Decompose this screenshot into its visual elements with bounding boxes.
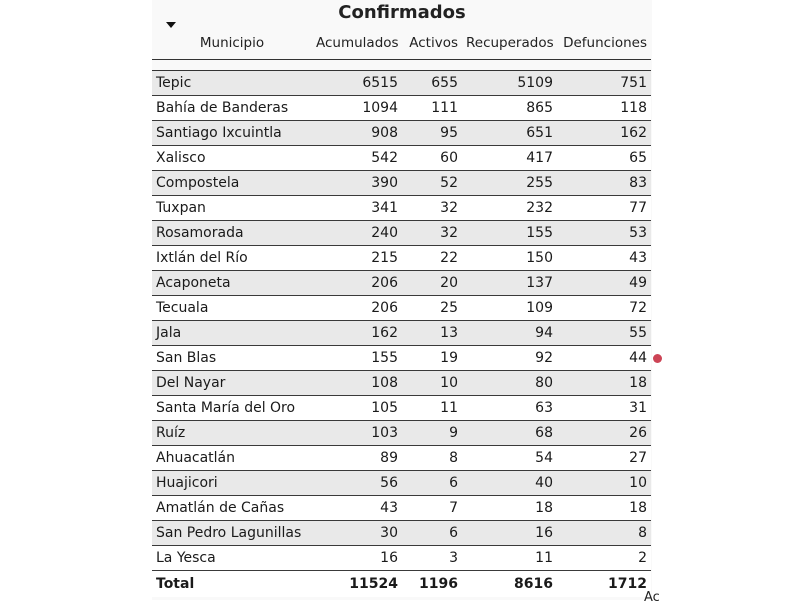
cell-recuperados: 109 xyxy=(462,296,557,321)
cell-acumulados: 240 xyxy=(312,221,402,246)
header-spacer xyxy=(152,60,651,71)
cell-activos: 22 xyxy=(402,246,462,271)
cell-activos: 111 xyxy=(402,96,462,121)
cell-municipio: Bahía de Banderas xyxy=(152,96,312,121)
cell-activos: 13 xyxy=(402,321,462,346)
cell-acumulados: 56 xyxy=(312,471,402,496)
cell-recuperados: 255 xyxy=(462,171,557,196)
cell-defunciones: 18 xyxy=(557,371,651,396)
cell-municipio: Santiago Ixcuintla xyxy=(152,121,312,146)
cell-defunciones: 8 xyxy=(557,521,651,546)
cell-acumulados: 206 xyxy=(312,296,402,321)
table-row[interactable] xyxy=(152,371,651,396)
cell-defunciones: 10 xyxy=(557,471,651,496)
cell-recuperados: 865 xyxy=(462,96,557,121)
cell-activos: 60 xyxy=(402,146,462,171)
cell-activos: 95 xyxy=(402,121,462,146)
cell-recuperados: 68 xyxy=(462,421,557,446)
cell-defunciones: 83 xyxy=(557,171,651,196)
cell-activos: 6 xyxy=(402,471,462,496)
cell-activos: 3 xyxy=(402,546,462,571)
cell-acumulados: 341 xyxy=(312,196,402,221)
cell-acumulados: 6515 xyxy=(312,71,402,96)
cell-acumulados: 155 xyxy=(312,346,402,371)
table-row[interactable] xyxy=(152,346,651,371)
cell-acumulados: 103 xyxy=(312,421,402,446)
cell-activos: 32 xyxy=(402,196,462,221)
cell-defunciones: 53 xyxy=(557,221,651,246)
cell-municipio: Compostela xyxy=(152,171,312,196)
total-label: Total xyxy=(152,571,312,598)
cell-acumulados: 215 xyxy=(312,246,402,271)
cell-defunciones: 162 xyxy=(557,121,651,146)
cell-recuperados: 651 xyxy=(462,121,557,146)
cell-activos: 25 xyxy=(402,296,462,321)
cell-recuperados: 137 xyxy=(462,271,557,296)
header-acumulados-label: Acumulados xyxy=(316,35,399,51)
cell-acumulados: 89 xyxy=(312,446,402,471)
table-row[interactable] xyxy=(152,321,651,346)
cell-acumulados: 390 xyxy=(312,171,402,196)
cell-activos: 8 xyxy=(402,446,462,471)
table-row[interactable] xyxy=(152,471,651,496)
header-row xyxy=(152,27,651,60)
cell-acumulados: 43 xyxy=(312,496,402,521)
cell-acumulados: 105 xyxy=(312,396,402,421)
table-title: Confirmados xyxy=(338,2,466,23)
cell-defunciones: 26 xyxy=(557,421,651,446)
cell-activos: 6 xyxy=(402,521,462,546)
cell-defunciones: 18 xyxy=(557,496,651,521)
table-row[interactable] xyxy=(152,121,651,146)
cell-defunciones: 2 xyxy=(557,546,651,571)
sort-down-icon[interactable] xyxy=(166,22,176,28)
cell-recuperados: 232 xyxy=(462,196,557,221)
total-activos: 1196 xyxy=(402,571,462,598)
cell-recuperados: 40 xyxy=(462,471,557,496)
cell-recuperados: 11 xyxy=(462,546,557,571)
cell-acumulados: 542 xyxy=(312,146,402,171)
cell-municipio: Jala xyxy=(152,321,312,346)
table-row[interactable] xyxy=(152,221,651,246)
cell-recuperados: 80 xyxy=(462,371,557,396)
table-row[interactable] xyxy=(152,196,651,221)
cell-activos: 19 xyxy=(402,346,462,371)
cell-defunciones: 55 xyxy=(557,321,651,346)
cell-recuperados: 94 xyxy=(462,321,557,346)
cell-municipio: Amatlán de Cañas xyxy=(152,496,312,521)
cell-defunciones: 43 xyxy=(557,246,651,271)
cell-municipio: Tuxpan xyxy=(152,196,312,221)
cell-recuperados: 63 xyxy=(462,396,557,421)
cell-activos: 655 xyxy=(402,71,462,96)
table-row[interactable] xyxy=(152,146,651,171)
cell-acumulados: 30 xyxy=(312,521,402,546)
cell-municipio: Tepic xyxy=(152,71,312,96)
cell-acumulados: 16 xyxy=(312,546,402,571)
cell-municipio: Acaponeta xyxy=(152,271,312,296)
header-defunciones[interactable]: Defunciones xyxy=(557,27,651,60)
cell-recuperados: 5109 xyxy=(462,71,557,96)
cell-acumulados: 1094 xyxy=(312,96,402,121)
cell-defunciones: 118 xyxy=(557,96,651,121)
total-recuperados: 8616 xyxy=(462,571,557,598)
cell-defunciones: 72 xyxy=(557,296,651,321)
cell-municipio: Huajicori xyxy=(152,471,312,496)
cell-recuperados: 18 xyxy=(462,496,557,521)
table-row[interactable] xyxy=(152,546,651,571)
cell-activos: 32 xyxy=(402,221,462,246)
cell-municipio: Tecuala xyxy=(152,296,312,321)
cell-defunciones: 65 xyxy=(557,146,651,171)
cell-activos: 11 xyxy=(402,396,462,421)
cell-activos: 9 xyxy=(402,421,462,446)
cell-defunciones: 751 xyxy=(557,71,651,96)
header-acumulados[interactable] xyxy=(312,27,402,60)
cell-activos: 52 xyxy=(402,171,462,196)
cell-defunciones: 49 xyxy=(557,271,651,296)
cell-municipio: San Blas xyxy=(152,346,312,371)
cell-activos: 20 xyxy=(402,271,462,296)
cell-municipio: La Yesca xyxy=(152,546,312,571)
header-activos[interactable]: Activos xyxy=(402,27,462,60)
cell-recuperados: 155 xyxy=(462,221,557,246)
header-municipio[interactable]: Municipio xyxy=(152,27,312,60)
cell-municipio: Del Nayar xyxy=(152,371,312,396)
table-row[interactable] xyxy=(152,246,651,271)
table-row[interactable] xyxy=(152,171,651,196)
cell-municipio: Santa María del Oro xyxy=(152,396,312,421)
cell-municipio: San Pedro Lagunillas xyxy=(152,521,312,546)
marker-dot xyxy=(653,354,662,363)
total-acumulados: 11524 xyxy=(312,571,402,598)
total-defunciones: 1712 xyxy=(557,571,651,598)
cell-recuperados: 54 xyxy=(462,446,557,471)
cell-municipio: Rosamorada xyxy=(152,221,312,246)
cell-defunciones: 31 xyxy=(557,396,651,421)
table-row[interactable] xyxy=(152,396,651,421)
cell-acumulados: 206 xyxy=(312,271,402,296)
cell-activos: 7 xyxy=(402,496,462,521)
table-row[interactable] xyxy=(152,521,651,546)
cell-defunciones: 27 xyxy=(557,446,651,471)
table-row[interactable] xyxy=(152,296,651,321)
table-row[interactable] xyxy=(152,96,651,121)
table-row[interactable] xyxy=(152,496,651,521)
table-row[interactable] xyxy=(152,421,651,446)
cell-defunciones: 77 xyxy=(557,196,651,221)
cell-municipio: Xalisco xyxy=(152,146,312,171)
cell-municipio: Ruíz xyxy=(152,421,312,446)
cell-recuperados: 92 xyxy=(462,346,557,371)
cell-acumulados: 162 xyxy=(312,321,402,346)
table-row[interactable] xyxy=(152,71,651,96)
municipios-table xyxy=(152,27,651,597)
table-row[interactable] xyxy=(152,271,651,296)
cell-defunciones: 44 xyxy=(557,346,651,371)
cell-acumulados: 108 xyxy=(312,371,402,396)
table-row[interactable] xyxy=(152,446,651,471)
cell-recuperados: 16 xyxy=(462,521,557,546)
cell-recuperados: 417 xyxy=(462,146,557,171)
cell-municipio: Ahuacatlán xyxy=(152,446,312,471)
cell-municipio: Ixtlán del Río xyxy=(152,246,312,271)
cell-activos: 10 xyxy=(402,371,462,396)
cell-acumulados: 908 xyxy=(312,121,402,146)
header-recuperados[interactable]: Recuperados xyxy=(462,27,557,60)
corner-text: Ac xyxy=(644,590,660,605)
total-row xyxy=(152,571,651,598)
cell-recuperados: 150 xyxy=(462,246,557,271)
